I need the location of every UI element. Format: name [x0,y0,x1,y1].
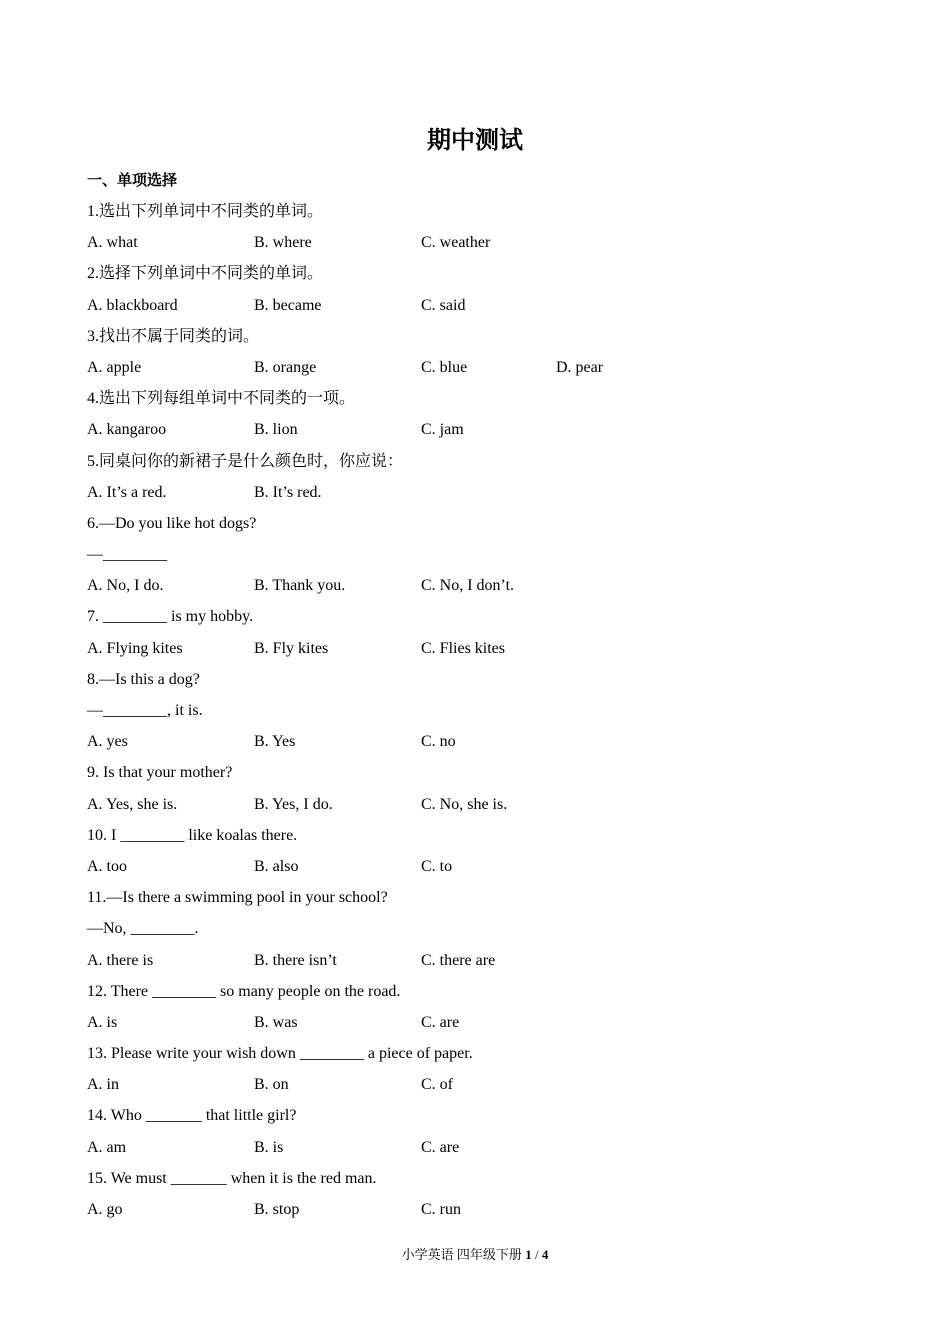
option-c: C. said [421,296,466,314]
option-b: B. Yes [254,733,296,751]
page-separator: / [531,1247,542,1262]
options-row [87,633,867,664]
option-a: A. there is [87,951,154,969]
option-b: B. lion [254,421,298,439]
options-row [87,945,867,976]
option-a: A. Yes, she is. [87,795,178,813]
options-row [87,851,867,882]
options-row [87,726,867,757]
page-footer [0,1245,950,1265]
option-c: C. no [421,733,456,751]
option-a: A. apple [87,358,142,376]
question-list [87,196,867,1225]
options-row [87,1007,867,1038]
question-stem: 9. Is that your mother? [87,764,233,782]
question-stem: 4.选出下列每组单词中不同类的一项。 [87,390,356,408]
question-stem: 2.选择下列单词中不同类的单词。 [87,265,324,283]
options-row [87,789,867,820]
option-a: A. No, I do. [87,577,164,595]
answer-line: —________, it is. [87,702,203,719]
option-b: B. on [254,1076,289,1094]
question-stem: 6.—Do you like hot dogs? [87,514,257,532]
question-stem: 13. Please write your wish down ________ a piece of paper. [87,1045,473,1063]
option-b: B. also [254,857,299,875]
page-total: 4 [541,1247,549,1262]
options-row [87,1069,867,1100]
option-d: D. pear [556,358,604,376]
option-b: B. where [254,234,312,252]
option-a: A. is [87,1013,118,1031]
option-a: A. yes [87,733,128,751]
options-row [87,290,867,321]
option-a: A. blackboard [87,296,178,314]
option-b: B. orange [254,358,317,376]
options-row [87,227,867,258]
option-a: A. what [87,234,138,252]
option-c: C. jam [421,421,464,439]
option-b: B. It’s red. [254,483,322,501]
option-a: A. It’s a red. [87,483,167,501]
option-a: A. in [87,1076,119,1094]
answer-line: —________ [87,546,167,564]
question-stem: 8.—Is this a dog? [87,670,200,688]
option-c: C. No, I don’t. [421,577,515,595]
option-c: C. blue [421,358,468,376]
question-stem: 1.选出下列单词中不同类的单词。 [87,203,324,220]
option-b: B. was [254,1013,298,1031]
option-c: C. run [421,1201,461,1218]
options-row [87,477,867,508]
question-stem: 14. Who _______ that little girl? [87,1107,297,1125]
option-b: B. Yes, I do. [254,795,333,813]
option-c: C. are [421,1013,460,1031]
options-row [87,570,867,601]
option-b: B. Thank you. [254,577,346,595]
options-row [87,1194,867,1225]
question-stem: 10. I ________ like koalas there. [87,826,298,844]
option-c: C. of [421,1076,453,1094]
option-c: C. Flies kites [421,639,506,657]
option-b: B. became [254,296,322,314]
option-c: C. are [421,1138,460,1156]
question-stem: 5.同桌问你的新裙子是什么颜色时，你应说： [87,452,404,470]
page-title: 期中测试 [427,126,523,154]
options-row [87,352,867,383]
option-c: C. to [421,857,453,875]
option-a: A. go [87,1201,123,1218]
option-a: A. Flying kites [87,639,183,657]
page-number: 1 [525,1247,532,1262]
question-stem: 12. There ________ so many people on the road. [87,982,401,1000]
option-c: C. there are [421,951,496,969]
footer-label: 小学英语 四年级下册 [401,1247,522,1262]
option-b: B. there isn’t [254,951,337,969]
question-stem: 15. We must _______ when it is the red man. [87,1169,377,1187]
option-a: A. am [87,1138,127,1156]
question-stem: 3.找出不属于同类的词。 [87,327,260,345]
option-b: B. stop [254,1201,300,1218]
option-b: B. is [254,1138,284,1156]
option-c: C. weather [421,234,491,252]
options-row [87,414,867,445]
option-a: A. too [87,857,127,875]
option-b: B. Fly kites [254,639,329,657]
option-c: C. No, she is. [421,795,508,813]
answer-line: —No, ________. [87,920,199,938]
section-heading: 一、单项选择 [87,171,178,189]
options-row [87,1132,867,1163]
question-stem: 7. ________ is my hobby. [87,608,254,626]
question-stem: 11.—Is there a swimming pool in your school? [87,889,388,907]
option-a: A. kangaroo [87,421,167,439]
